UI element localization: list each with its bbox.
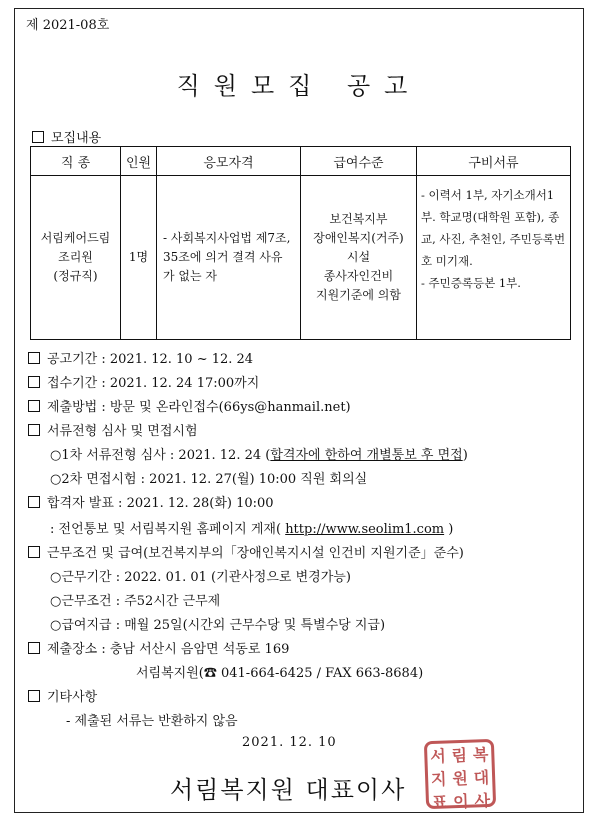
item-period: 공고기간 : 2021. 12. 10 ~ 12. 24 [28,348,253,367]
homepage-link[interactable]: http://www.seolim1.com [285,522,445,537]
item-method: 제출방법 : 방문 및 온라인접수(66ys@hanmail.net) [28,396,351,415]
recruit-table [30,146,571,340]
cell-job: 서림케어드림 조리원 (정규직) [31,176,121,340]
cell-salary: 보건복지부 장애인복지(거주) 시설 종사자인건비 지원기준에 의함 [301,176,417,340]
checkbox-icon [28,400,40,412]
header-count: 인원 [121,147,157,176]
item-announce: 합격자 발표 : 2021. 12. 28(화) 10:00 [28,492,274,511]
condition-hours: ○근무조건 : 주52시간 근무제 [50,594,221,609]
etc-detail: - 제출된 서류는 반환하지 않음 [66,714,238,729]
item-screening: 서류전형 심사 및 면접시험 [28,420,198,439]
document-number: 제 2021-08호 [26,18,110,33]
table-header-row [31,147,571,176]
checkbox-icon [28,352,40,364]
checkbox-icon [28,690,40,702]
item-etc: 기타사항 [28,686,97,705]
checkbox-icon [28,376,40,388]
table-row [31,176,571,340]
official-seal: 서 림 복 지 원 대 표 이 사 [424,739,496,809]
checkbox-icon [28,496,40,508]
issue-date: 2021. 12. 10 [242,735,337,750]
checkbox-icon [28,546,40,558]
cell-documents: - 이력서 1부, 자기소개서1부. 학교명(대학원 포함), 종교, 사진, 추천인, 주민등록번호 미기재. - 주민증록등본 1부. [417,176,571,340]
recruit-section-heading: 모집내용 [32,127,101,146]
item-place: 제출장소 : 충남 서산시 음암면 석동로 169 [28,638,289,657]
item-receipt: 접수기간 : 2021. 12. 24 17:00까지 [28,372,259,391]
page-title: 직원모집 공고 [176,72,422,100]
checkbox-icon [28,424,40,436]
item-conditions: 근무조건 및 급여(보건복지부의「장애인복지시설 인건비 지원기준」준수) [28,542,464,561]
announce-detail: : 전언통보 및 서림복지원 홈페이지 게재( http://www.seolim1.com ) [50,522,454,537]
place-contact: 서림복지원(☎ 041-664-6425 / FAX 663-8684) [136,666,424,681]
checkbox-icon [32,131,44,143]
screening-first: ○1차 서류전형 심사 : 2021. 12. 24 (합격자에 한하여 개별통보 후 면접) [50,448,468,463]
cell-count: 1명 [121,176,157,340]
condition-period: ○근무기간 : 2022. 01. 01 (기관사정으로 변경가능) [50,570,351,585]
screening-second: ○2차 면접시험 : 2021. 12. 27(월) 10:00 직원 회의실 [50,472,368,487]
header-documents: 구비서류 [417,147,571,176]
condition-pay: ○급여지급 : 매월 25일(시간외 근무수당 및 특별수당 지급) [50,618,386,633]
cell-qualification: - 사회복지사업법 제7조, 35조에 의거 결격 사유가 없는 자 [157,176,301,340]
signature: 서림복지원 대표이사 [170,776,407,804]
header-job: 직 종 [31,147,121,176]
header-qualification: 응모자격 [157,147,301,176]
checkbox-icon [28,642,40,654]
header-salary: 급여수준 [301,147,417,176]
